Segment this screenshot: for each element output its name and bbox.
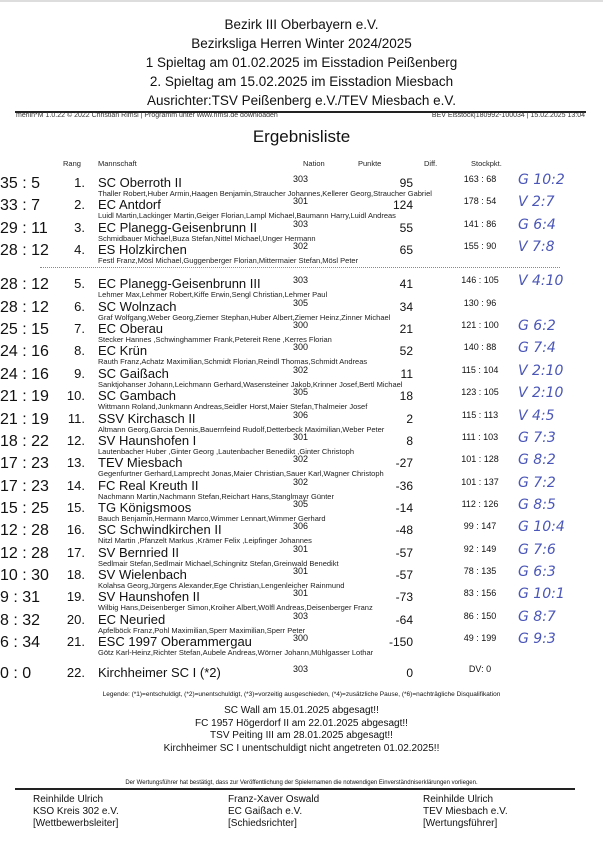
row-players: Sedlmair Stefan,Sedlmair Michael,Schingnitz Stefan,Greinwald Benedikt xyxy=(98,558,339,568)
row-rank: 15. xyxy=(66,499,85,515)
table-row xyxy=(0,318,603,345)
table-row xyxy=(0,452,603,479)
row-diff: 65 xyxy=(399,243,413,258)
handwritten-note: G 10:2 xyxy=(518,172,565,188)
row-players: Altmann Georg,Garcia Dennis,Bauernfeind Rudolf,Detterbeck Maximilian,Weber Peter xyxy=(98,424,385,434)
row-nation: 303 xyxy=(293,664,309,675)
row-players: Wittmann Roland,Junkmann Andreas,Seidler Horst,Maier Stefan,Thalmeier Josef xyxy=(98,402,368,412)
row-nation: 306 xyxy=(293,521,309,532)
row-stock: 163 : 68 xyxy=(463,174,497,184)
row-nation: 305 xyxy=(293,387,309,398)
row-rank: 13. xyxy=(66,455,85,471)
row-points: 21 : 19 xyxy=(0,410,49,428)
row-rank: 1. xyxy=(74,175,85,190)
row-nation: 305 xyxy=(293,297,309,308)
row-stock: 86 : 150 xyxy=(463,610,497,621)
header-line-5: Ausrichter:TSV Peißenberg e.V./TEV Miesbach e.V. xyxy=(147,93,456,108)
table-row xyxy=(0,299,603,321)
handwritten-note: G 9:3 xyxy=(518,631,556,647)
row-points: 17 : 23 xyxy=(0,477,49,495)
row-players: Nitzl Martin ,Pfanzelt Markus ,Krämer Felix ,Leipfinger Johannes xyxy=(98,536,312,546)
sig-org: EC Gaißach e.V. xyxy=(228,806,303,817)
note-line: TSV Peiting III am 28.01.2025 abgesagt!! xyxy=(210,730,393,741)
col-points: Punkte xyxy=(358,159,382,168)
handwritten-note: G 6:3 xyxy=(518,563,556,580)
row-diff: -64 xyxy=(395,612,413,627)
handwritten-note: G 6:2 xyxy=(518,318,556,335)
row-stock: 121 : 100 xyxy=(461,320,499,331)
row-diff: 124 xyxy=(392,198,413,213)
row-points: 35 : 5 xyxy=(0,175,41,192)
row-rank: 6. xyxy=(74,298,85,314)
sig-role: [Wettbewerbsleiter] xyxy=(33,818,119,829)
row-players: Lehmer Max,Lehmer Robert,Kiffe Erwin,Sengl Christian,Lehmer Paul xyxy=(98,290,328,300)
row-rank: 14. xyxy=(66,477,85,493)
row-nation: 301 xyxy=(293,543,309,554)
legend: Legende: (*1)=entschuldigt, (*2)=unentschuldigt, (*3)=vorzeitig ausgeschieden, (*4)=zusätzliche Pause, (*6)=nachträgliche Disqualifikation xyxy=(102,691,501,698)
row-players: Sanktjohanser Johann,Leichmann Gerhard,Wasensteiner Jakob,Krinner Josef,Bertl Michael xyxy=(98,379,403,389)
note-line: Kirchheimer SC I unentschuldigt nicht angetreten 01.02.2025!! xyxy=(163,742,440,754)
row-team: SC Gambach xyxy=(98,388,177,404)
row-stock: 141 : 86 xyxy=(463,218,497,229)
row-rank: 18. xyxy=(66,566,85,582)
handwritten-note: G 10:1 xyxy=(518,586,565,603)
row-diff: 52 xyxy=(399,344,413,359)
row-players: Stecker Hannes ,Schwinghammer Frank,Petereit Rene ,Kerres Florian xyxy=(98,335,332,345)
row-points: 15 : 25 xyxy=(0,499,49,517)
row-rank: 10. xyxy=(66,388,85,404)
row-team: Kirchheimer SC I (*2) xyxy=(98,665,221,681)
row-team: SC Schwindkirchen II xyxy=(98,522,222,538)
table-row xyxy=(0,172,603,198)
row-stock: 111 : 103 xyxy=(461,431,499,442)
row-team: SV Wielenbach xyxy=(98,566,187,582)
row-players: Schmidbauer Michael,Buza Stefan,Nittel Michael,Unger Hermann xyxy=(98,233,316,243)
row-nation: 301 xyxy=(293,196,309,207)
row-team: ESC 1997 Oberammergau xyxy=(98,634,252,649)
row-points: 25 : 15 xyxy=(0,321,49,339)
footer-rule xyxy=(15,788,575,790)
row-stock: 112 : 126 xyxy=(461,498,499,509)
row-points: 28 : 12 xyxy=(0,298,49,316)
table-row xyxy=(0,194,603,221)
row-points: 9 : 31 xyxy=(0,589,41,607)
row-points: 24 : 16 xyxy=(0,365,49,383)
signature-competition-leader xyxy=(33,794,119,830)
row-team: EC Neuried xyxy=(98,611,166,627)
handwritten-note: G 10:4 xyxy=(518,519,565,536)
table-row xyxy=(0,385,603,412)
sig-org: KSO Kreis 302 e.V. xyxy=(33,806,119,817)
row-nation: 300 xyxy=(293,633,309,643)
row-team: ES Holzkirchen xyxy=(98,242,187,258)
row-points: 33 : 7 xyxy=(0,197,41,215)
row-team: SV Haunshofen II xyxy=(98,589,200,605)
row-stock: 146 : 105 xyxy=(461,275,499,286)
header-line-1: Bezirk III Oberbayern e.V. xyxy=(224,17,379,32)
row-team: EC Oberau xyxy=(98,321,164,337)
row-points: 8 : 32 xyxy=(0,611,41,629)
sig-role: [Wertungsführer] xyxy=(423,818,498,829)
row-points: 24 : 16 xyxy=(0,343,49,361)
row-rank: 3. xyxy=(74,219,85,235)
row-stock: 101 : 128 xyxy=(461,454,499,465)
row-diff: 11 xyxy=(400,366,413,381)
promotion-separator xyxy=(40,267,560,268)
row-players: Luidl Martin,Lackinger Martin,Geiger Florian,Lampl Michael,Baumann Harry,Luidl Andreas xyxy=(98,211,396,221)
handwritten-note: V 7:8 xyxy=(518,239,555,256)
row-points: 0 : 0 xyxy=(0,665,32,683)
row-stock: 123 : 105 xyxy=(461,387,499,398)
row-nation: 300 xyxy=(293,342,309,353)
row-team: EC Planegg-Geisenbrunn III xyxy=(98,276,261,292)
row-rank: 4. xyxy=(74,242,85,258)
header-line-3: 1 Spieltag am 01.02.2025 im Eisstadion Peißenberg xyxy=(145,55,458,70)
row-nation: 301 xyxy=(293,565,309,576)
handwritten-note: V 2:7 xyxy=(518,194,555,211)
row-diff: 0 xyxy=(406,666,413,681)
handwritten-note: V 4:10 xyxy=(518,273,564,290)
row-nation: 302 xyxy=(293,364,309,375)
handwritten-note: V 2:10 xyxy=(518,385,564,402)
row-stock: 49 : 199 xyxy=(463,633,497,643)
row-diff: -150 xyxy=(388,635,413,649)
col-diff: Diff. xyxy=(424,159,438,168)
table-row xyxy=(0,631,603,657)
row-points: 18 : 22 xyxy=(0,432,49,450)
page-title: Ergebnisliste xyxy=(252,127,351,146)
sig-role: [Schiedsrichter] xyxy=(228,818,297,829)
row-rank: 22. xyxy=(66,665,85,681)
table-row xyxy=(0,239,603,266)
handwritten-note: G 7:3 xyxy=(518,429,556,446)
handwritten-note: V 2:10 xyxy=(518,362,564,379)
handwritten-note: G 8:7 xyxy=(518,608,556,625)
row-players: Rauth Franz,Achatz Maximilian,Schmidt Florian,Reindl Thomas,Schmidt Andreas xyxy=(98,357,368,367)
row-rank: 8. xyxy=(74,343,85,359)
row-players: Apfelböck Franz,Pohl Maximilian,Sperr Maximilian,Sperr Peter xyxy=(98,625,306,635)
handwritten-note: G 8:2 xyxy=(518,452,556,469)
row-rank: 7. xyxy=(74,321,85,337)
row-nation: 302 xyxy=(293,241,309,252)
row-stock: 155 : 90 xyxy=(463,241,497,252)
note-line: SC Wall am 15.01.2025 abgesagt!! xyxy=(224,705,379,716)
row-stock: 178 : 54 xyxy=(463,196,497,207)
row-points: 17 : 23 xyxy=(0,455,49,473)
row-diff: 34 xyxy=(399,299,413,314)
row-team: SC Wolnzach xyxy=(98,298,177,314)
row-team: SV Haunshofen I xyxy=(98,432,197,448)
row-points: 28 : 12 xyxy=(0,276,49,294)
row-stock: 99 : 147 xyxy=(463,521,497,532)
row-diff: 55 xyxy=(399,220,413,235)
row-diff: -27 xyxy=(395,456,413,471)
row-stock: 115 : 104 xyxy=(461,364,499,375)
row-points: 6 : 34 xyxy=(0,634,41,651)
row-diff: 41 xyxy=(399,277,413,292)
row-rank: 21. xyxy=(66,634,85,649)
row-nation: 303 xyxy=(293,275,309,286)
row-team: SC Gaißach xyxy=(98,365,169,381)
row-diff: 21 xyxy=(399,322,413,337)
row-diff: 2 xyxy=(406,411,413,426)
col-stock: Stockpkt. xyxy=(471,159,502,168)
row-team: SV Bernried II xyxy=(98,544,179,560)
row-points: 29 : 11 xyxy=(0,219,48,237)
row-stock: DV: 0 xyxy=(468,664,492,675)
row-nation: 303 xyxy=(293,174,309,184)
row-diff: -73 xyxy=(395,590,413,605)
row-diff: 8 xyxy=(406,433,413,448)
row-points: 28 : 12 xyxy=(0,242,49,260)
row-players: Thaller Robert,Huber Armin,Haagen Benjamin,Straucher Johannes,Kellerer Georg,Straucher Gabriel xyxy=(98,189,432,198)
row-stock: 83 : 156 xyxy=(463,588,497,599)
table-row xyxy=(0,273,603,300)
col-team: Mannschaft xyxy=(98,159,137,168)
row-team: SC Oberroth II xyxy=(98,175,182,190)
row-players: Nachmann Martin,Nachmann Stefan,Reichart Hans,Stanglmayr Günter xyxy=(98,491,334,501)
row-points: 12 : 28 xyxy=(0,522,49,540)
row-nation: 303 xyxy=(293,218,309,229)
row-team: SSV Kirchasch II xyxy=(98,410,196,426)
row-rank: 19. xyxy=(66,589,85,605)
row-team: TG Königsmoos xyxy=(98,499,192,515)
row-rank: 11. xyxy=(67,410,85,426)
row-rank: 16. xyxy=(66,522,85,538)
row-nation: 302 xyxy=(293,454,309,465)
header-line-4: 2. Spieltag am 15.02.2025 im Eisstadion Miesbach xyxy=(149,74,454,89)
row-stock: 101 : 137 xyxy=(461,476,499,487)
handwritten-note: G 7:6 xyxy=(518,541,556,558)
row-team: EC Krün xyxy=(98,343,148,359)
col-nation: Nation xyxy=(303,159,325,168)
row-players: Wilbig Hans,Deisenberger Simon,Kroiher Albert,Wölfl Andreas,Deisenberger Franz xyxy=(98,603,373,613)
scan-edge xyxy=(0,0,603,2)
row-nation: 302 xyxy=(293,476,309,487)
sig-name: Franz-Xaver Oswald xyxy=(228,794,320,805)
row-nation: 301 xyxy=(293,588,309,599)
handwritten-note: G 7:4 xyxy=(518,340,556,357)
handwritten-note: G 6:4 xyxy=(518,216,556,233)
row-nation: 303 xyxy=(293,610,309,621)
row-stock: 78 : 135 xyxy=(463,565,497,576)
row-players: Lautenbacher Huber ,Ginter Georg ,Lautenbacher Benedikt ,Ginter Christoph xyxy=(98,446,354,456)
row-players: Gegenfurtner Gerhard,Lamprecht Jonas,Maier Christian,Sauer Karl,Wagner Christoph xyxy=(98,469,384,479)
row-team: TEV Miesbach xyxy=(98,455,183,471)
row-diff: 18 xyxy=(399,389,413,404)
row-stock: 140 : 88 xyxy=(463,342,497,353)
row-diff: -48 xyxy=(395,523,413,538)
row-team: EC Planegg-Geisenbrunn II xyxy=(98,219,257,235)
row-stock: 115 : 113 xyxy=(461,409,499,420)
row-rank: 2. xyxy=(74,197,85,213)
sig-org: TEV Miesbach e.V. xyxy=(423,806,508,817)
sig-name: Reinhilde Ulrich xyxy=(423,794,494,805)
row-team: FC Real Kreuth II xyxy=(98,477,199,493)
disclaimer: Der Wertungsführer hat bestätigt, dass zur Veröffentlichung der Spielernamen die notwendigen Einverständniserklärungen vorliegen. xyxy=(125,780,478,786)
row-points: 12 : 28 xyxy=(0,544,49,562)
handwritten-note: V 4:5 xyxy=(518,407,555,424)
row-rank: 17. xyxy=(66,544,85,560)
notes xyxy=(0,705,603,755)
header-line-2: Bezirksliga Herren Winter 2024/2025 xyxy=(191,36,412,51)
row-players: Graf Wolfgang,Weber Georg,Ziemer Stephan,Huber Albert,Ziemer Heinz,Zinner Michael xyxy=(98,312,391,322)
row-rank: 5. xyxy=(74,276,85,292)
row-nation: 300 xyxy=(293,320,309,331)
row-players: Bauch Benjamin,Hermann Marco,Wimmer Lennart,Wimmer Gerhard xyxy=(98,513,326,523)
signature-scorekeeper xyxy=(423,794,508,830)
signature-referee xyxy=(228,794,319,830)
row-nation: 306 xyxy=(293,409,309,420)
row-points: 21 : 19 xyxy=(0,388,49,406)
handwritten-note: G 7:2 xyxy=(518,474,556,491)
row-players: Götz Karl-Heinz,Richter Stefan,Aubele Andreas,Wörner Johann,Mühlgasser Lothar xyxy=(98,648,374,657)
table-row xyxy=(0,665,603,687)
row-rank: 12. xyxy=(66,432,85,448)
row-points: 10 : 30 xyxy=(0,566,49,584)
col-rank: Rang xyxy=(63,159,81,168)
handwritten-note: G 8:5 xyxy=(518,496,556,513)
row-rank: 9. xyxy=(74,365,85,381)
row-diff: -36 xyxy=(395,478,413,493)
note-line: FC 1957 Högerdorf II am 22.01.2025 abgesagt!! xyxy=(195,717,408,729)
row-rank: 20. xyxy=(66,611,85,627)
table-row xyxy=(0,519,603,546)
table-row xyxy=(0,586,603,613)
software-info: merlin*M 1.0.22 © 2022 Christian Rimsl | Programm unter www.rimsl.de downloaden xyxy=(16,112,278,119)
print-info: BEV Eisstock|180992-100034 | 15.02.2025 13:04 xyxy=(431,112,585,119)
row-diff: -14 xyxy=(395,500,413,515)
row-team: EC Antdorf xyxy=(98,197,161,213)
row-diff: -57 xyxy=(395,567,413,582)
row-nation: 301 xyxy=(293,431,309,442)
row-stock: 130 : 96 xyxy=(463,297,497,308)
row-diff: 95 xyxy=(399,176,413,190)
row-stock: 92 : 149 xyxy=(463,543,497,554)
row-players: Kolahsa Georg,Jürgens Alexander,Ege Christian,Lengenleicher Rainmund xyxy=(98,580,345,590)
row-diff: -57 xyxy=(395,545,413,560)
row-nation: 305 xyxy=(293,498,309,509)
row-players: Festl Franz,Mösl Michael,Guggenberger Florian,Mittermaier Stefan,Mösl Peter xyxy=(98,256,359,266)
sig-name: Reinhilde Ulrich xyxy=(33,794,104,805)
